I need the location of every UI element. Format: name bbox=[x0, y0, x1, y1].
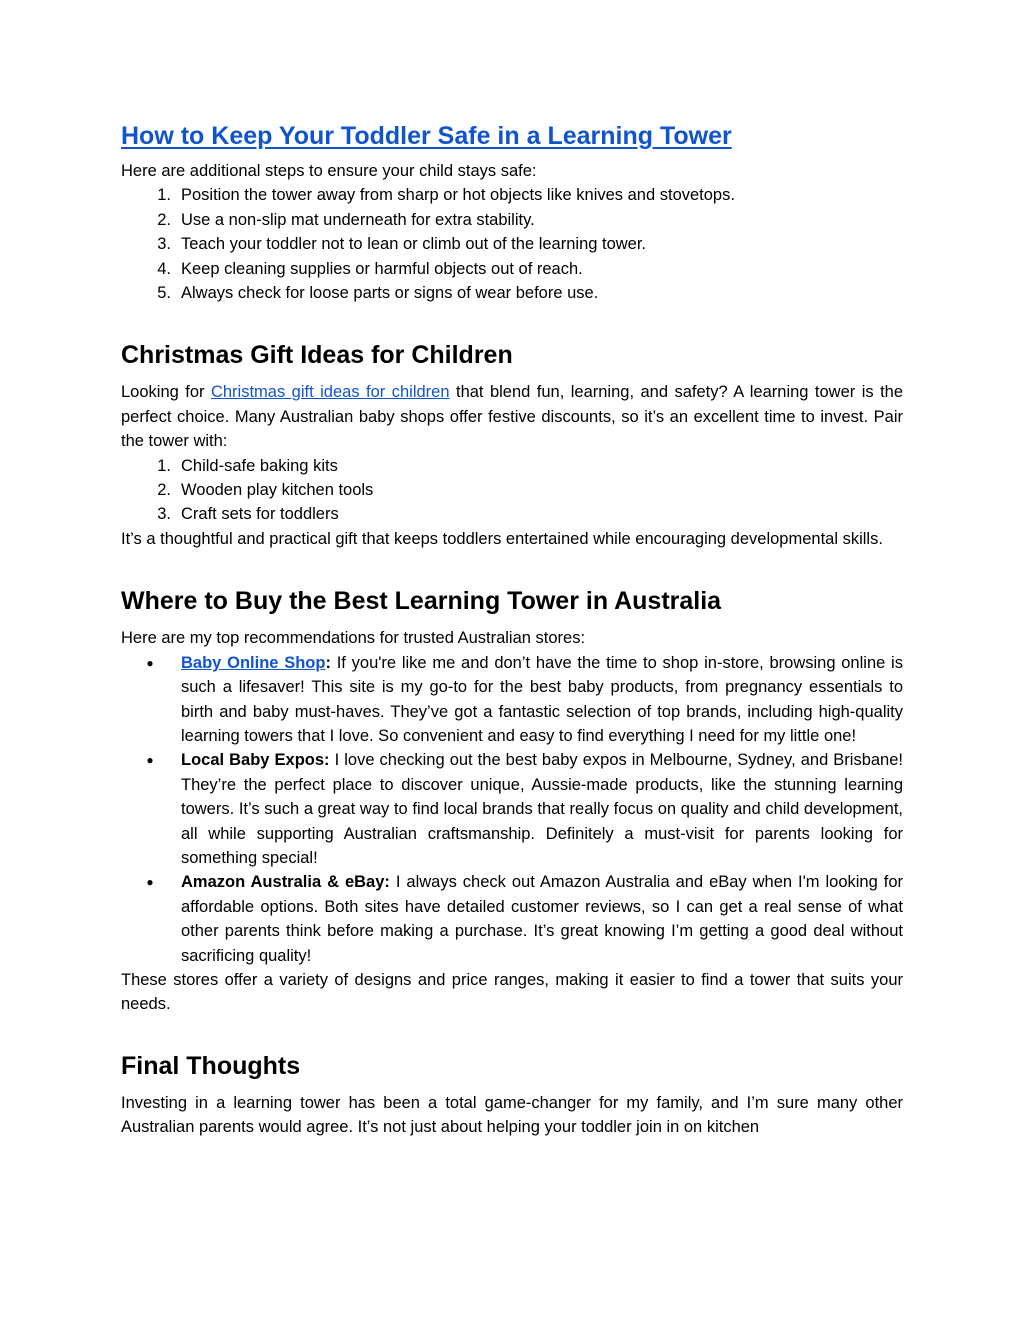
list-number: 3. bbox=[157, 235, 171, 254]
list-item bbox=[121, 281, 903, 305]
list-number: 2. bbox=[157, 481, 171, 500]
list-item-text: I love checking out the best baby expos in Melbourne, Sydney, and Brisbane! They’re the perfect place to discover unique, Aussie-made products, like the stunning learning towers. It’s such a great way to find local brands that really focus on quality and child development, all while supporting Australian craftsmanship. Definitely a must-visit for parents looking for something special! bbox=[181, 751, 903, 867]
paragraph-text: that blend fun, learning, and safety? A learning tower is the perfect choice. Many Australian baby shops offer festive discounts, so it’s an excellent time to invest. Pair the tower with: bbox=[121, 383, 904, 451]
list-item-label: Local Baby Expos: bbox=[181, 751, 330, 770]
section-heading: Where to Buy the Best Learning Tower in Australia bbox=[121, 587, 722, 616]
section-safety bbox=[121, 118, 903, 305]
safety-steps-list bbox=[121, 183, 903, 305]
baby-online-shop-link[interactable]: Baby Online Shop bbox=[181, 653, 326, 672]
list-item bbox=[121, 208, 903, 232]
section-title-link[interactable]: How to Keep Your Toddler Safe in a Learning Tower bbox=[121, 122, 732, 150]
list-number: 1. bbox=[157, 456, 171, 475]
list-number: 1. bbox=[157, 186, 171, 205]
paragraph-text: Looking for bbox=[121, 383, 205, 402]
list-item bbox=[121, 502, 903, 526]
gift-ideas-list bbox=[121, 454, 903, 527]
list-item-text: Always check for loose parts or signs of wear before use. bbox=[181, 284, 599, 303]
document-page bbox=[121, 118, 903, 1140]
list-number: 4. bbox=[157, 259, 171, 278]
bullet-icon: ● bbox=[146, 875, 154, 890]
list-item-text: Keep cleaning supplies or harmful objects out of reach. bbox=[181, 259, 583, 278]
label-colon: : bbox=[325, 653, 331, 672]
list-item bbox=[121, 454, 903, 478]
section-paragraph bbox=[121, 380, 903, 453]
section-closing: These stores offer a variety of designs and price ranges, making it easier to find a tower that suits your needs. bbox=[121, 970, 903, 1014]
list-item-text: I always check out Amazon Australia and eBay when I'm looking for affordable options. Both sites have detailed customer reviews, so I can get a real sense of what other parents think before making a purchase. It’s great knowing I’m getting a good deal without sacrificing quality! bbox=[181, 873, 903, 965]
list-item bbox=[121, 748, 903, 870]
section-intro: Here are additional steps to ensure your child stays safe: bbox=[121, 162, 537, 180]
section-where-to-buy bbox=[121, 583, 903, 1017]
list-item bbox=[121, 651, 903, 749]
list-number: 3. bbox=[157, 505, 171, 524]
bullet-icon: ● bbox=[146, 655, 154, 670]
section-final-thoughts bbox=[121, 1048, 903, 1140]
list-number: 2. bbox=[157, 210, 171, 229]
section-christmas-gifts bbox=[121, 337, 903, 551]
list-item-text: Teach your toddler not to lean or climb out of the learning tower. bbox=[181, 235, 647, 254]
section-paragraph: Investing in a learning tower has been a total game-changer for my family, and I’m sure many other Australian parents would agree. It’s not just about helping your toddler join in on kitchen bbox=[121, 1093, 903, 1137]
stores-list bbox=[121, 651, 903, 968]
list-item-text: Child-safe baking kits bbox=[181, 456, 338, 475]
list-number: 5. bbox=[157, 284, 171, 303]
list-item-label: Amazon Australia & eBay: bbox=[181, 873, 390, 892]
list-item-text: Use a non-slip mat underneath for extra stability. bbox=[181, 210, 535, 229]
list-item-text: If you're like me and don’t have the time to shop in-store, browsing online is such a lifesaver! This site is my go-to for the best baby products, from pregnancy essentials to birth and baby must-haves. They’ve got a fantastic selection of top brands, including high-quality learning towers that I love. So convenient and easy to find everything I need for my little one! bbox=[181, 653, 903, 745]
list-item bbox=[121, 183, 903, 207]
list-item bbox=[121, 257, 903, 281]
list-item bbox=[121, 870, 903, 968]
section-closing: It’s a thoughtful and practical gift that keeps toddlers entertained while encouraging developmental skills. bbox=[121, 529, 883, 548]
section-heading: Final Thoughts bbox=[121, 1051, 301, 1080]
list-item-text: Wooden play kitchen tools bbox=[181, 481, 374, 500]
bullet-icon: ● bbox=[146, 753, 154, 768]
list-item-text: Craft sets for toddlers bbox=[181, 505, 339, 524]
list-item-text: Position the tower away from sharp or hot objects like knives and stovetops. bbox=[181, 186, 735, 205]
christmas-gift-ideas-link[interactable]: Christmas gift ideas for children bbox=[210, 383, 450, 402]
section-heading: Christmas Gift Ideas for Children bbox=[121, 341, 513, 370]
list-item bbox=[121, 232, 903, 256]
section-intro: Here are my top recommendations for trusted Australian stores: bbox=[121, 629, 586, 648]
list-item bbox=[121, 478, 903, 502]
